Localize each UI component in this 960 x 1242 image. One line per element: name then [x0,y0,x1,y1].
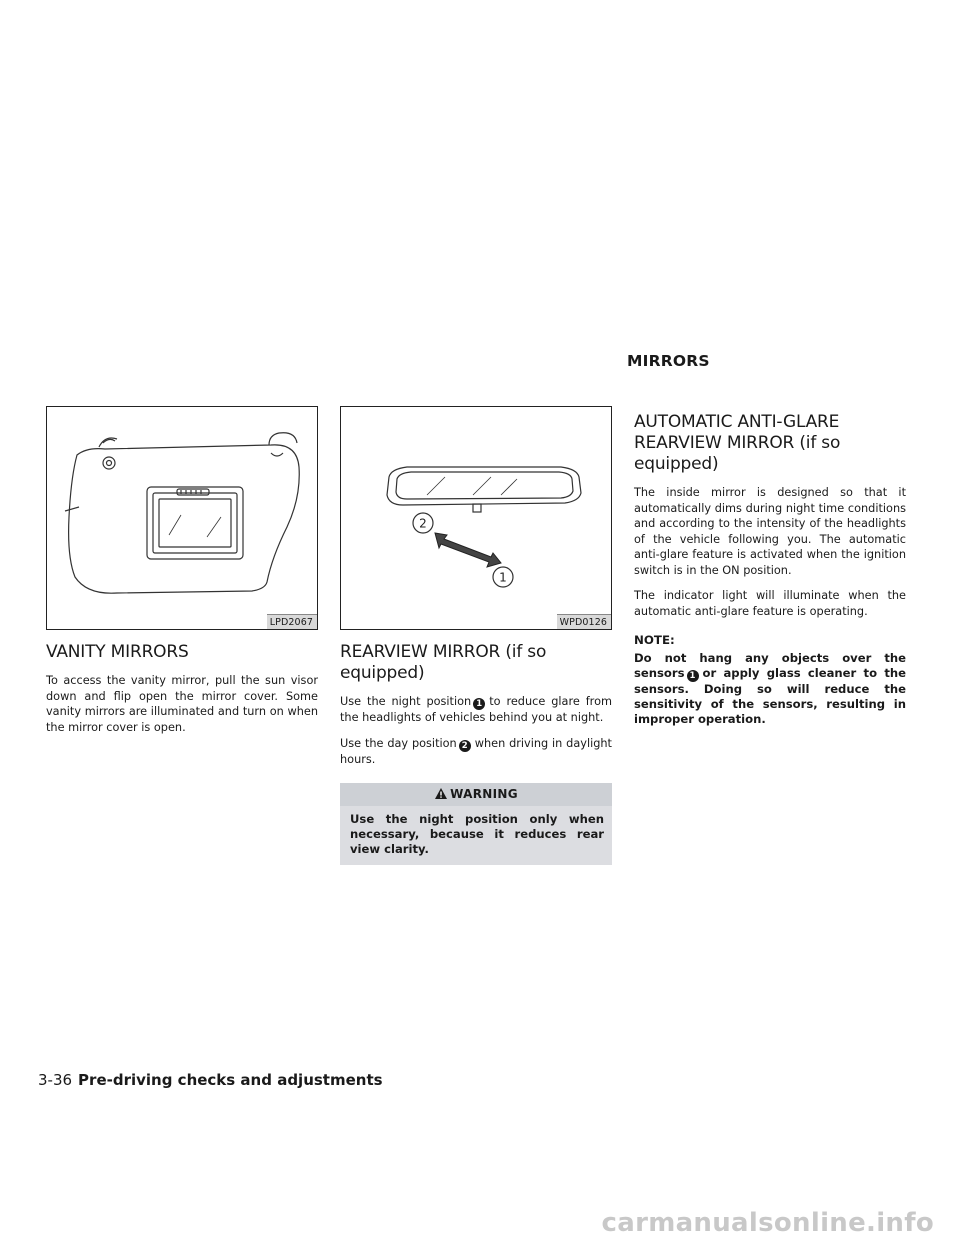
callout-1-label: 1 [499,570,507,585]
callout-marker: 1 [687,670,699,682]
antiglare-paragraph-2: The indicator light will illuminate when the automatic anti-glare feature is operating. [634,589,906,618]
warning-triangle-icon [434,787,448,803]
rearview-heading: REARVIEW MIRROR (if so equipped) [340,642,547,683]
warning-title: WARNING [450,787,518,801]
callout-marker: 1 [473,698,485,710]
warning-box [340,783,612,865]
antiglare-paragraph-1: The inside mirror is designed so that it automatically dims during night time conditions and according to the intensity of the headlights of the vehicle following you. The automatic anti-glare feature is activated when the ignition switch is in the ON position. [634,486,906,577]
rearview-mirror-figure [340,406,612,630]
callout-2-label: 2 [419,516,427,531]
page-footer [38,1071,383,1089]
rearview-mirror-illustration [341,407,611,629]
rearview-column [340,406,612,865]
page-number: 3-36 [38,1071,73,1089]
callout-marker: 2 [459,740,471,752]
watermark: carmanualsonline.info [601,1208,934,1238]
note-body [634,651,906,727]
chapter-title: Pre-driving checks and adjustments [78,1071,383,1089]
sun-visor-illustration [47,407,317,629]
rearview-day-paragraph [340,736,612,768]
vanity-heading: VANITY MIRRORS [46,642,189,662]
rearview-night-paragraph [340,694,612,726]
antiglare-heading: AUTOMATIC ANTI-GLARE REARVIEW MIRROR (if so equipped) [634,412,841,474]
warning-header [340,783,612,806]
text: Use the night position [340,695,472,708]
text: when driving in daylight hours. [340,736,612,766]
antiglare-column [634,412,906,727]
figure-code: WPD0126 [557,614,611,629]
text: to reduce glare from the headlights of vehicles behind you at night. [340,695,612,724]
figure-code: LPD2067 [267,614,317,629]
vanity-body: To access the vanity mirror, pull the sun visor down and flip open the mirror cover. Some vanity mirrors are illuminated and turn on when the mirror cover is open. [46,674,318,734]
warning-body: Use the night position only when necessary, because it reduces rear view clarity. [350,812,604,856]
note-title: NOTE: [634,633,675,647]
vanity-column [46,406,318,745]
text: or apply glass cleaner to the sensors. Doing so will reduce the sensitivity of the sensors, resulting in improper operation. [634,666,906,726]
text: Do not hang any objects over the sensors [634,651,906,680]
vanity-mirror-figure [46,406,318,630]
text: Use the day position [340,736,457,750]
section-title: MIRRORS [627,352,710,370]
